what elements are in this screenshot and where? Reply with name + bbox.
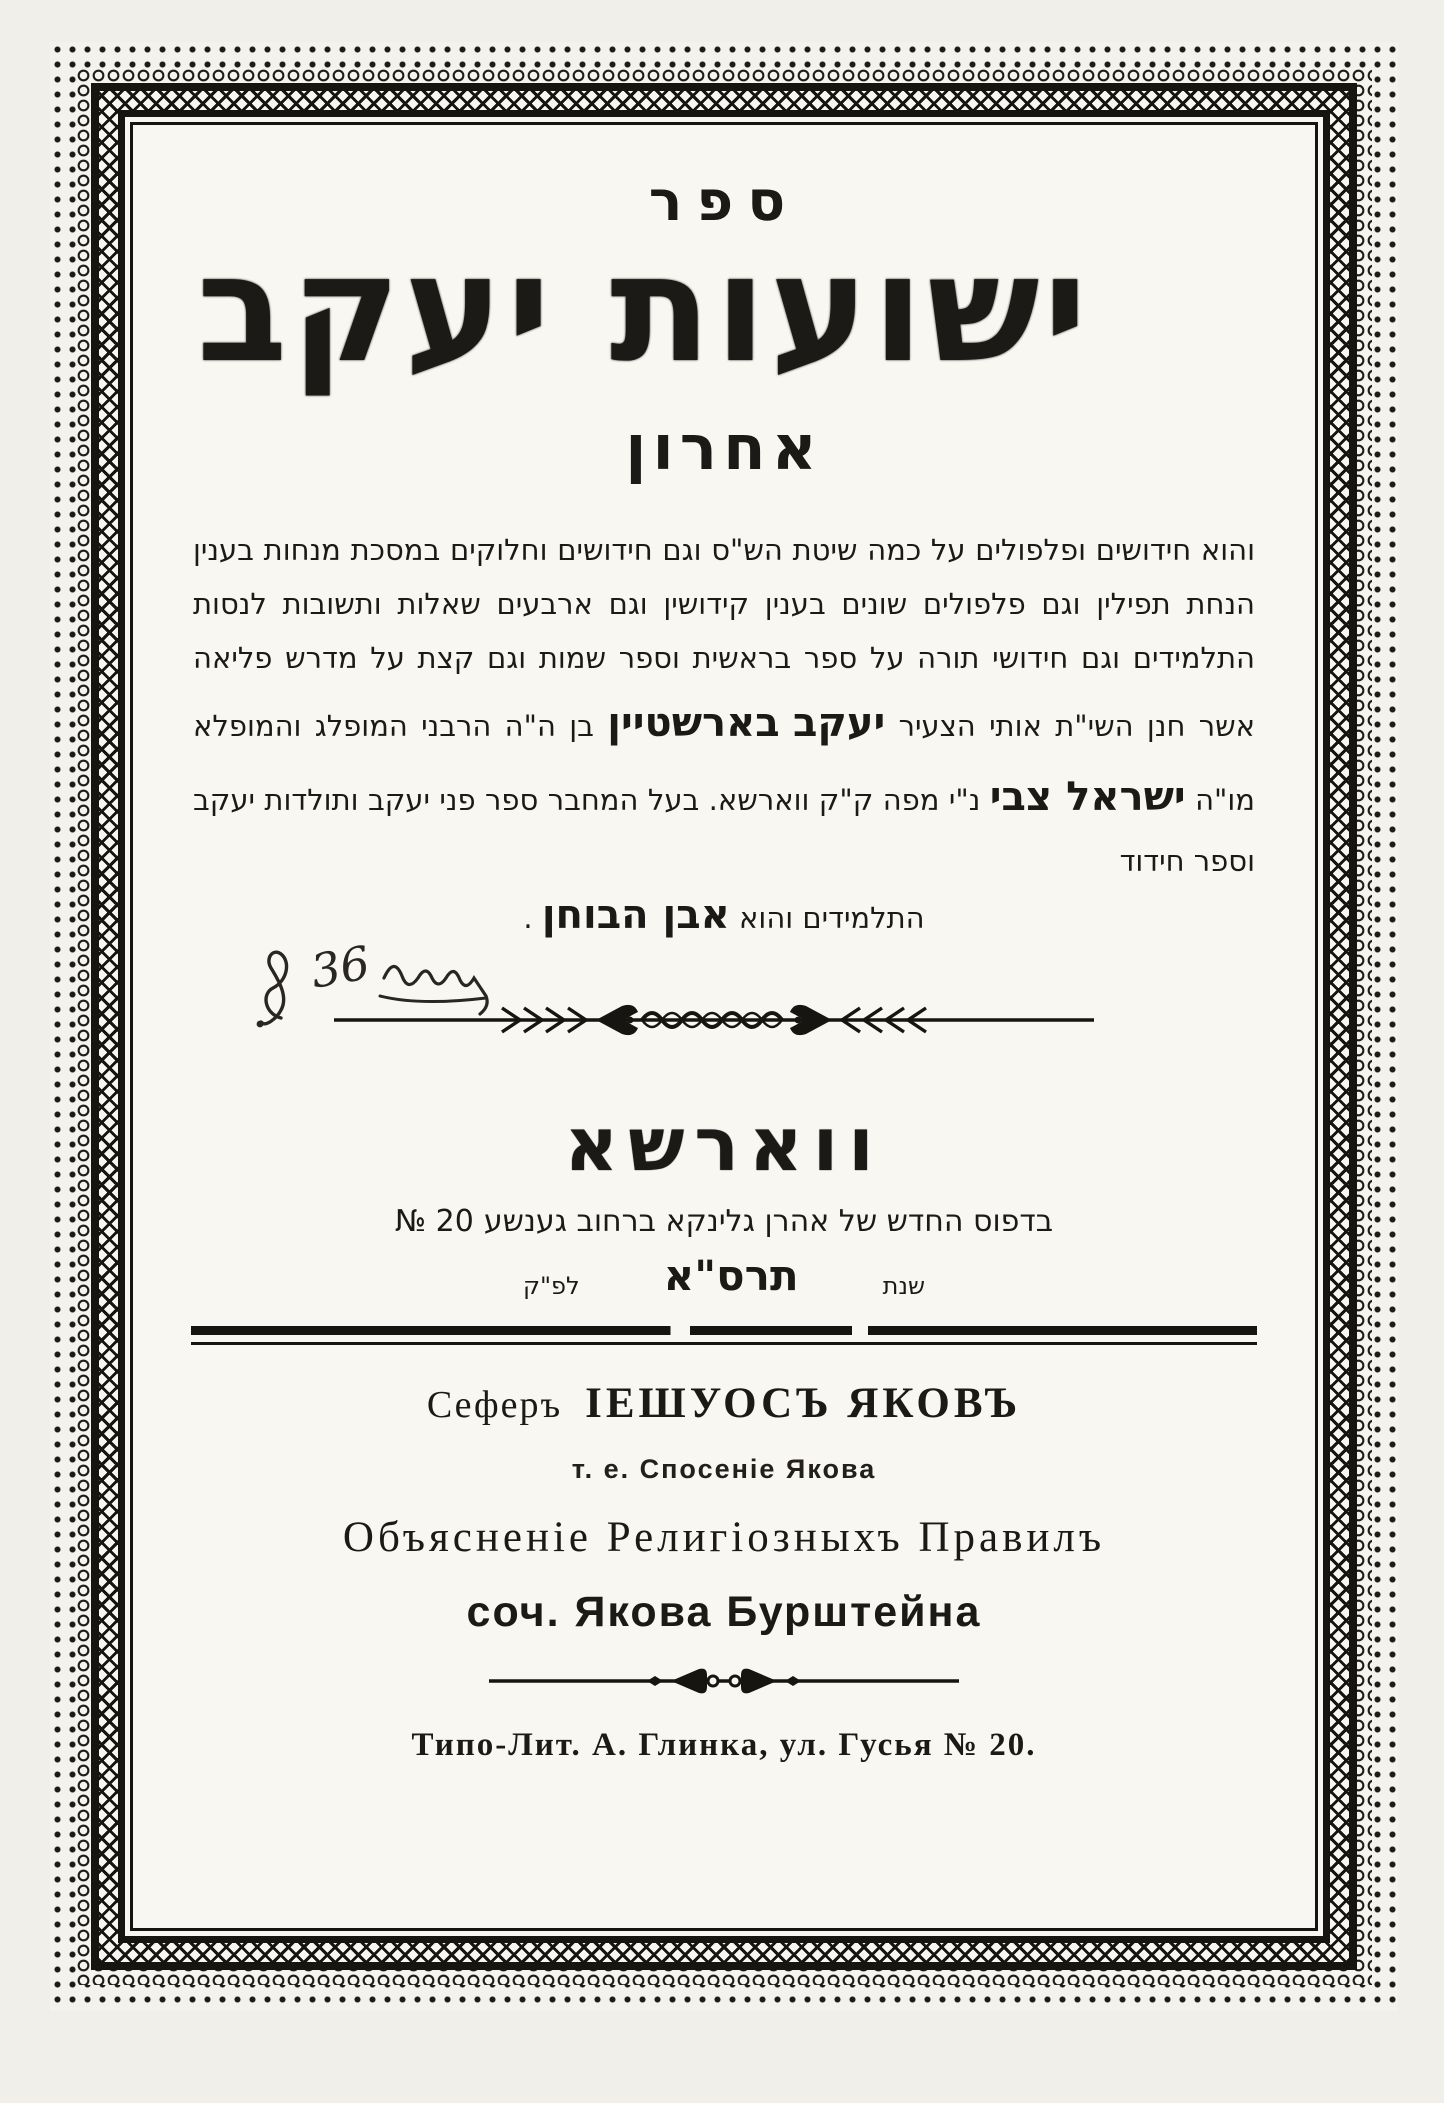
author-surname: בארשטיין bbox=[607, 699, 780, 746]
printer-imprint: Типо-Лит. А. Глинка, ул. Гусья № 20. bbox=[411, 1727, 1037, 1764]
book-title: ישועות יעקב bbox=[197, 223, 1091, 395]
small-divider-icon bbox=[489, 1665, 959, 1697]
ornate-border-frame bbox=[50, 42, 1398, 2011]
father-name: ישראל צבי bbox=[989, 774, 1186, 821]
russian-title-line bbox=[191, 1379, 1257, 1428]
border-fringe-band bbox=[50, 42, 1398, 2011]
russian-description: Объясненіе Религіозныхъ Правилъ bbox=[342, 1514, 1106, 1562]
press-street-number: № 20 bbox=[394, 1204, 474, 1240]
paragraph-text: והוא חידושים ופלפולים על כמה שיטת הש"ס וגם חידושים וחלוקים במסכת מנחות בענין הנחת תפילין וגם פלפולים שונים בענין קידושין וגם ארבעים שאלות ותשובות לנסות התלמידים וגם חידושי תורה על ספר בראשית וספר שמות וגם קצת על מדרש פליאה אשר חנן השי"ת אותי הצעיר bbox=[193, 532, 1256, 743]
russian-sefer-word: Сеферъ bbox=[426, 1384, 563, 1427]
paragraph-text: בן ה"ה הרבני המופלג והמופלא מו"ה bbox=[193, 708, 1255, 818]
section-separator-rule bbox=[191, 1326, 1257, 1345]
author-first-name: יעקב bbox=[792, 699, 886, 746]
russian-author: соч. Якова Бурштейна bbox=[466, 1588, 982, 1637]
russian-book-title: ІЕШУОСЪ ЯКОВЪ bbox=[585, 1380, 1022, 1428]
paragraph-text: . bbox=[523, 901, 542, 936]
city-name: ווארשא bbox=[564, 1102, 884, 1189]
press-line bbox=[191, 1204, 1257, 1239]
border-thick-line-inner bbox=[118, 110, 1330, 1943]
russian-translation: т. е. Спосеніе Якова bbox=[571, 1454, 877, 1485]
book-mention: אבן הבוחן bbox=[541, 892, 730, 939]
border-thin-line bbox=[130, 122, 1318, 1931]
press-text: בדפוס החדש של אהרן גלינקא ברחוב גענשע bbox=[483, 1204, 1054, 1240]
year-prefix: שנת bbox=[882, 1272, 926, 1301]
thin-rule bbox=[191, 1342, 1257, 1345]
sefer-label: ספר bbox=[648, 169, 800, 234]
border-thick-line-outer bbox=[91, 83, 1357, 1970]
border-scallop-band bbox=[76, 68, 1372, 1985]
thick-rule bbox=[191, 1326, 1257, 1335]
paragraph-last-line bbox=[191, 892, 1257, 938]
paragraph-text: נ"י מפה ק"ק ווארשא. בעל המחבר ספר פני יעקב ותולדות יעקב וספר חידוד bbox=[193, 783, 1255, 878]
paragraph-text bbox=[780, 709, 793, 743]
hebrew-year: תרס"א bbox=[663, 1251, 799, 1301]
description-paragraph bbox=[193, 524, 1255, 889]
handwritten-flourish-icon bbox=[251, 944, 305, 1034]
year-suffix: לפ"ק bbox=[522, 1272, 580, 1301]
book-subtitle: אחרון bbox=[625, 410, 823, 484]
annotation-divider-row bbox=[191, 935, 1257, 1062]
border-lace-band bbox=[99, 91, 1349, 1962]
year-line bbox=[191, 1251, 1257, 1300]
ornamental-divider-icon bbox=[334, 998, 1094, 1042]
page-content bbox=[133, 125, 1315, 1928]
handwritten-number: 36 bbox=[306, 935, 374, 1000]
border-gap bbox=[125, 117, 1323, 1936]
paragraph-text: התלמידים והוא bbox=[729, 901, 925, 936]
